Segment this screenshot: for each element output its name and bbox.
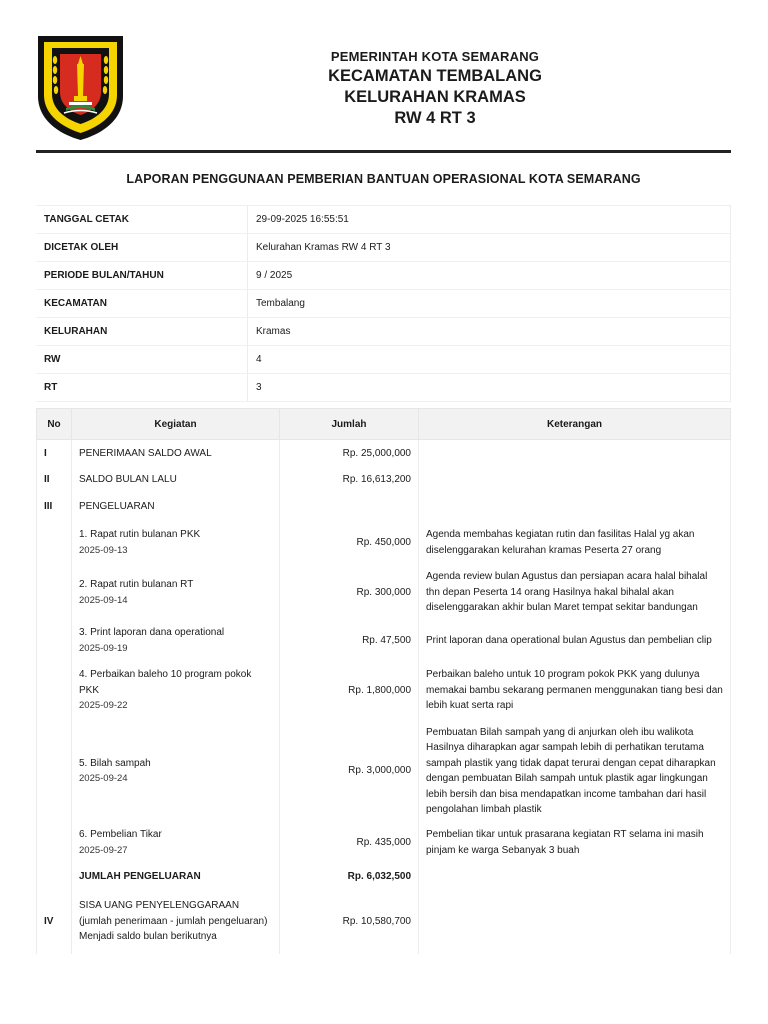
info-row [36, 318, 731, 346]
sisa-amount: Rp. 10,580,700 [280, 890, 419, 954]
col-header-keterangan: Keterangan [419, 409, 731, 440]
item-title: 1. Rapat rutin bulanan PKK [79, 529, 201, 540]
row-keterangan [419, 864, 731, 890]
table-header-row [37, 409, 731, 440]
kecamatan-name: KECAMATAN TEMBALANG [328, 67, 542, 85]
expense-item-row [37, 822, 731, 864]
row-kegiatan [72, 565, 280, 621]
info-label: RT [36, 374, 248, 402]
row-no [37, 721, 72, 822]
row-jumlah: Rp. 1,800,000 [280, 661, 419, 721]
info-table [36, 205, 731, 402]
item-title: 5. Bilah sampah [79, 757, 151, 769]
table-row [37, 440, 731, 467]
row-keterangan [419, 440, 731, 467]
col-header-no: No [37, 409, 72, 440]
info-row [36, 234, 731, 262]
info-value: Kelurahan Kramas RW 4 RT 3 [248, 234, 731, 262]
info-label: DICETAK OLEH [36, 234, 248, 262]
letterhead [210, 48, 660, 129]
sisa-label: SISA UANG PENYELENGGARAAN (jumlah penerimaan - jumlah pengeluaran) Menjadi saldo bulan berikutnya [72, 890, 280, 954]
info-label: TANGGAL CETAK [36, 206, 248, 234]
row-jumlah: Rp. 300,000 [280, 565, 419, 621]
total-label: JUMLAH PENGELUARAN [72, 864, 280, 890]
row-keterangan: Perbaikan baleho untuk 10 program pokok PKK yang dulunya memakai bambu sekarang permanen menggunakan tiang besi dan lebih kuat serta rapi [419, 661, 731, 721]
item-date: 2025-09-19 [79, 642, 128, 654]
expense-item-row [37, 521, 731, 565]
row-keterangan: Agenda review bulan Agustus dan persiapan acara halal bihalal thn depan Peserta 14 orang Hasilnya hakal bihalal akan diselenggarakan akhir bulan Maret tempat sekitar bandungan [419, 565, 731, 621]
total-row [37, 864, 731, 890]
item-date: 2025-09-27 [79, 844, 128, 856]
row-kegiatan: SALDO BULAN LALU [72, 467, 280, 494]
row-jumlah: Rp. 25,000,000 [280, 440, 419, 467]
item-title: 6. Pembelian Tikar [79, 829, 162, 840]
rw-rt-name: RW 4 RT 3 [394, 109, 476, 127]
row-no [37, 521, 72, 565]
expense-item-row [37, 621, 731, 661]
header-divider [36, 150, 731, 153]
info-row [36, 374, 731, 402]
info-value: 4 [248, 346, 731, 374]
row-jumlah: Rp. 3,000,000 [280, 721, 419, 822]
item-title: 2. Rapat rutin bulanan RT [79, 579, 194, 590]
info-value: Tembalang [248, 290, 731, 318]
row-kegiatan: PENGELUARAN [72, 494, 280, 521]
row-no [37, 822, 72, 864]
row-keterangan: Pembuatan Bilah sampah yang di anjurkan oleh ibu walikota Hasilnya diharapkan agar sampah lebih di perhatikan terutama sampah plastik yang tidak dapat terurai dengan cepat diharapkan dengan pembuatan Bilah sampah untuk plastik agar lingkungan lebih bersih dan bisa mendapatkan income tambahan dari hasil pengolahan limbah plastik [419, 721, 731, 822]
kelurahan-name: KELURAHAN KRAMAS [344, 88, 526, 106]
table-row [37, 467, 731, 494]
row-jumlah: Rp. 47,500 [280, 621, 419, 661]
row-keterangan: Agenda membahas kegiatan rutin dan fasilitas Halal yg akan diselenggarakan kelurahan kramas Peserta 27 orang [419, 521, 731, 565]
row-no [37, 661, 72, 721]
row-no: II [37, 467, 72, 494]
info-value: 3 [248, 374, 731, 402]
row-jumlah: Rp. 450,000 [280, 521, 419, 565]
row-jumlah: Rp. 16,613,200 [280, 467, 419, 494]
row-jumlah [280, 494, 419, 521]
info-row [36, 206, 731, 234]
table-row [37, 494, 731, 521]
row-keterangan [419, 467, 731, 494]
semarang-emblem-icon [36, 34, 125, 142]
total-amount: Rp. 6,032,500 [280, 864, 419, 890]
info-row [36, 346, 731, 374]
row-keterangan: Print laporan dana operational bulan Agustus dan pembelian clip [419, 621, 731, 661]
row-kegiatan [72, 822, 280, 864]
row-no: III [37, 494, 72, 521]
info-value: 29-09-2025 16:55:51 [248, 206, 731, 234]
item-date: 2025-09-22 [79, 700, 128, 712]
row-no [37, 565, 72, 621]
expense-item-row [37, 721, 731, 822]
row-kegiatan [72, 721, 280, 822]
row-kegiatan [72, 621, 280, 661]
row-no: I [37, 440, 72, 467]
col-header-kegiatan: Kegiatan [72, 409, 280, 440]
info-label: RW [36, 346, 248, 374]
item-date: 2025-09-24 [79, 773, 128, 784]
col-header-jumlah: Jumlah [280, 409, 419, 440]
expense-item-row [37, 565, 731, 621]
info-label: KECAMATAN [36, 290, 248, 318]
item-date: 2025-09-13 [79, 544, 128, 556]
sisa-row [37, 890, 731, 954]
row-kegiatan [72, 661, 280, 721]
row-no: IV [37, 890, 72, 954]
row-jumlah: Rp. 435,000 [280, 822, 419, 864]
government-name: PEMERINTAH KOTA SEMARANG [330, 49, 540, 64]
item-title: 4. Perbaikan baleho 10 program pokok PKK [79, 669, 252, 696]
expense-item-row [37, 661, 731, 721]
report-title: LAPORAN PENGGUNAAN PEMBERIAN BANTUAN OPERASIONAL KOTA SEMARANG [126, 172, 641, 186]
expense-table [36, 408, 731, 954]
info-label: PERIODE BULAN/TAHUN [36, 262, 248, 290]
row-no [37, 621, 72, 661]
row-keterangan: Pembelian tikar untuk prasarana kegiatan RT selama ini masih pinjam ke warga Sebanyak 3 buah [419, 822, 731, 864]
row-keterangan [419, 494, 731, 521]
info-row [36, 262, 731, 290]
item-title: 3. Print laporan dana operational [79, 627, 225, 638]
info-value: Kramas [248, 318, 731, 346]
info-value: 9 / 2025 [248, 262, 731, 290]
row-keterangan [419, 890, 731, 954]
row-kegiatan [72, 521, 280, 565]
info-label: KELURAHAN [36, 318, 248, 346]
row-kegiatan: PENERIMAAN SALDO AWAL [72, 440, 280, 467]
item-date: 2025-09-14 [79, 594, 128, 606]
info-row [36, 290, 731, 318]
row-no [37, 864, 72, 890]
